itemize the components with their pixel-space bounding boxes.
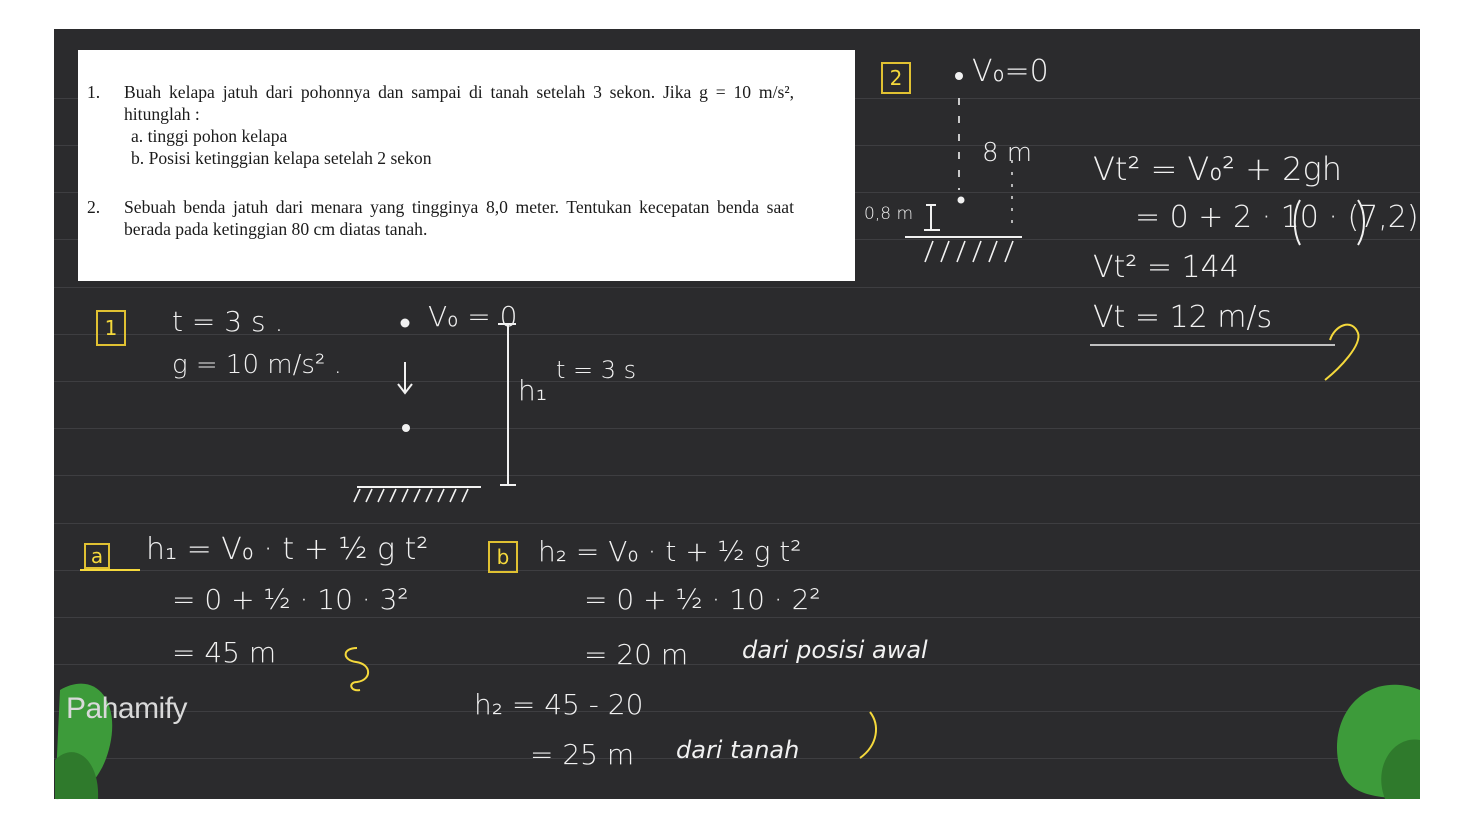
p2-v0: V₀=0 <box>972 54 1049 89</box>
height-bracket-small <box>924 205 940 230</box>
b-eq5-note: dari tanah <box>676 736 800 764</box>
b-eq2: = 0 + ½ · 10 · 2² <box>584 583 821 616</box>
p1-h1-label: h₁ <box>518 374 547 407</box>
p2-eq1: Vt² = V₀² + 2gh <box>1093 150 1342 188</box>
p1-given-t: t = 3 s . <box>172 305 284 338</box>
problem-1-part-a: a. tinggi pohon kelapa <box>131 126 288 146</box>
answer-mark-2 <box>1325 325 1358 380</box>
tag-problem-2: 2 <box>881 62 911 94</box>
answer-mark-a <box>346 648 369 690</box>
tag-part-b: b <box>488 541 518 573</box>
b-eq3: = 20 m <box>584 638 689 671</box>
ball-top-dot <box>955 72 963 80</box>
coconut-top-dot <box>401 319 410 328</box>
p1-time: t = 3 s <box>556 356 637 384</box>
b-eq1: h₂ = V₀ · t + ½ g t² <box>538 535 802 568</box>
p2-eq2: = 0 + 2 · 10 · (7,2) <box>1135 200 1419 235</box>
p2-eq3: Vt² = 144 <box>1093 250 1239 285</box>
b-eq5: = 25 m <box>530 738 635 771</box>
ground-hatch-2 <box>925 241 1013 262</box>
a-eq1: h₁ = V₀ · t + ½ g t² <box>146 532 429 567</box>
tag-part-a: a <box>84 543 110 569</box>
p2-eq4: Vt = 12 m/s <box>1093 300 1273 335</box>
a-eq3: = 45 m <box>172 636 277 669</box>
ground-hatch-1 <box>354 489 468 502</box>
problem-1-part-b: b. Posisi ketinggian kelapa setelah 2 sekon <box>131 148 432 168</box>
problem-1-number: 1. <box>87 82 101 102</box>
a-eq2: = 0 + ½ · 10 · 3² <box>172 583 409 616</box>
ball-low-dot <box>958 197 965 204</box>
p2-height: 8 m <box>982 138 1033 168</box>
fall-arrow <box>398 362 412 393</box>
problem-2-text: Sebuah benda jatuh dari menara yang tingginya 8,0 meter. Tentukan kecepatan benda saat berada pada ketinggian 80 cm diatas tanah. <box>124 197 794 239</box>
b-eq4: h₂ = 45 - 20 <box>474 688 644 721</box>
b-eq3-note: dari posisi awal <box>742 636 928 664</box>
pahamify-logo: Pahamify <box>66 692 188 725</box>
answer-mark-b <box>860 712 876 758</box>
problem-2-number: 2. <box>87 197 101 217</box>
p1-v0: V₀ = 0 <box>428 300 518 333</box>
problem-1-text: Buah kelapa jatuh dari pohonnya dan sampai di tanah setelah 3 sekon. Jika g = 10 m/s², hitunglah : <box>124 82 794 124</box>
height-bracket-h1 <box>498 324 516 485</box>
tag-problem-1: 1 <box>96 310 126 346</box>
p2-low-height: 0,8 m <box>864 204 913 224</box>
p1-given-g: g = 10 m/s² . <box>172 350 342 380</box>
coconut-bottom-dot <box>402 424 410 432</box>
